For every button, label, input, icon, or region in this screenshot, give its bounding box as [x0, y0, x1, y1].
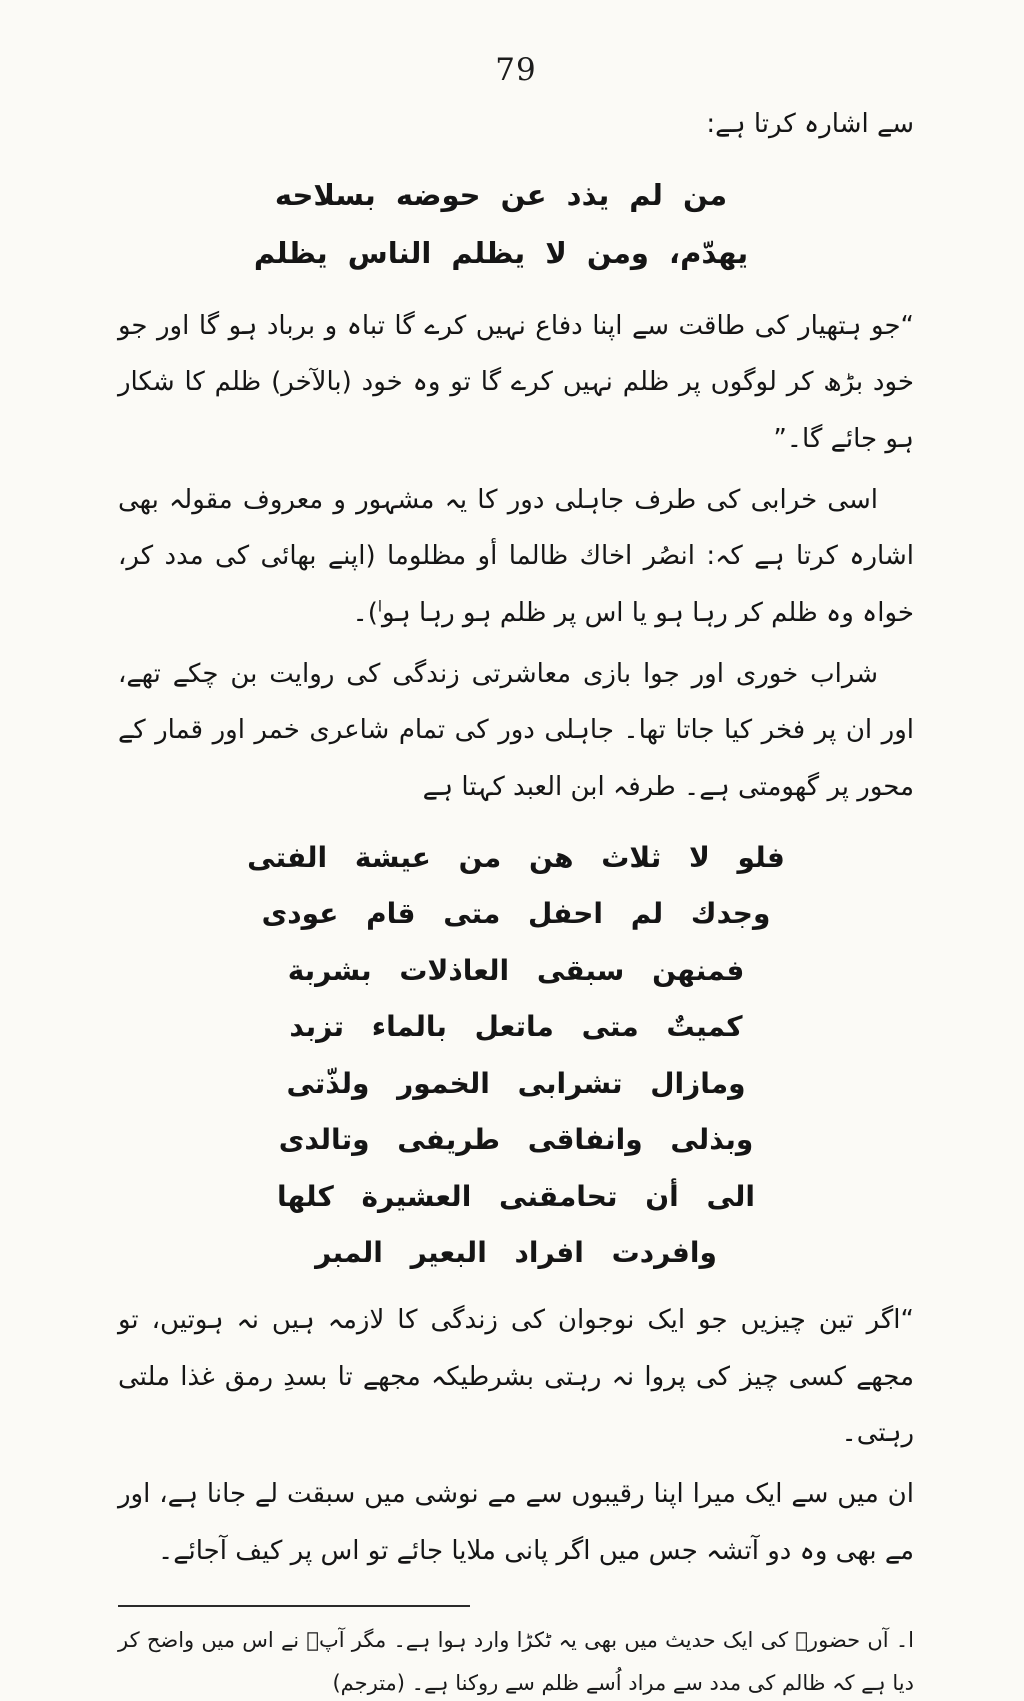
poem-line-3: فمنهن سبقى العاذلات بشربة [287, 953, 745, 987]
footnote-divider-rule [118, 1605, 470, 1607]
paragraph-poem-translation-2: ان میں سے ایک میرا اپنا رقیبوں سے مے نوشی میں سبقت لے جانا ہے، اور مے بھی وہ دو آتشہ جس میں اگر پانی ملایا جائے تو اس پر کیف آجائے۔ [118, 1479, 914, 1566]
couplet-line-1: من لم يذد عن حوضه بسلاحه [274, 177, 728, 212]
couplet-line-2: يهدّم، ومن لا يظلم الناس يظلم [253, 235, 749, 270]
poem-line-8: وافردت افراد البعير المبر [315, 1236, 717, 1270]
page-number: 79 [495, 52, 537, 88]
poem-line-6: وبذلى وانفاقى طريفى وتالدى [278, 1123, 754, 1157]
arabic-quote-couplet [118, 166, 884, 282]
lead-in-line: سے اشارہ کرتا ہے: [706, 109, 914, 139]
footnote-text: ا۔ آں حضورؐ کی ایک حدیث میں بھی یہ ٹکڑا وارد ہوا ہے۔ مگر آپؐ نے اس میں واضح کر دیا ہے کہ ظالم کی مدد سے مراد اُسے ظلم سے روکنا ہے۔ (مترجم) [118, 1628, 914, 1696]
poem-line-7: الى أن تحامقنى العشيرة كلها [277, 1179, 755, 1213]
arabic-poem-tarafa [118, 830, 914, 1282]
paragraph-sharab-khori: شراب خوری اور جوا بازی معاشرتی زندگی کی روایت بن چکے تھے، اور ان پر فخر کیا جاتا تھا۔ جاہلی دور کی تمام شاعری خمر اور قمار کے محور پر گھومتی ہے۔ طرفہ ابن العبد کہتا ہے [118, 658, 914, 802]
paragraph-maqula [118, 472, 914, 642]
paragraph-poem-translation-1: “اگر تین چیزیں جو ایک نوجوان کی زندگی کا لازمہ ہیں نہ ہوتیں، تو مجھے کسی چیز کی پروا نہ رہتی بشرطیکہ مجھے تا بسدِ رمق غذا ملتی رہتی۔ [118, 1305, 914, 1449]
poem-line-1: فلو لا ثلاث هن من عيشة الفتى [247, 840, 785, 874]
footnote-marker: ا [377, 597, 383, 616]
paragraph-translation: “جو ہتھیار کی طاقت سے اپنا دفاع نہیں کرے گا تباہ و برباد ہو گا اور جو خود بڑھ کر لوگوں پر ظلم نہیں کرے گا تو وہ خود (بالآخر) ظلم کا شکار ہو جائے گا۔” [118, 310, 914, 454]
poem-line-4: كميتٌ متى ماتعل بالماء تزبد [289, 1010, 743, 1044]
poem-line-2: وجدك لم احفل متى قام عودى [261, 897, 771, 931]
paragraph-maqula-close: )۔ [352, 597, 378, 628]
paragraph-maqula-text: اسی خرابی کی طرف جاہلی دور کا یہ مشہور و معروف مقولہ بھی اشارہ کرتا ہے کہ: انصُر اخاك ظالما أو مظلوما (اپنے بھائی کی مدد کر، خواہ وہ ظلم کر رہا ہو یا اس پر ظلم ہو رہا ہو [118, 484, 914, 628]
poem-line-5: ومازال تشرابى الخمور ولذّتى [286, 1066, 746, 1100]
